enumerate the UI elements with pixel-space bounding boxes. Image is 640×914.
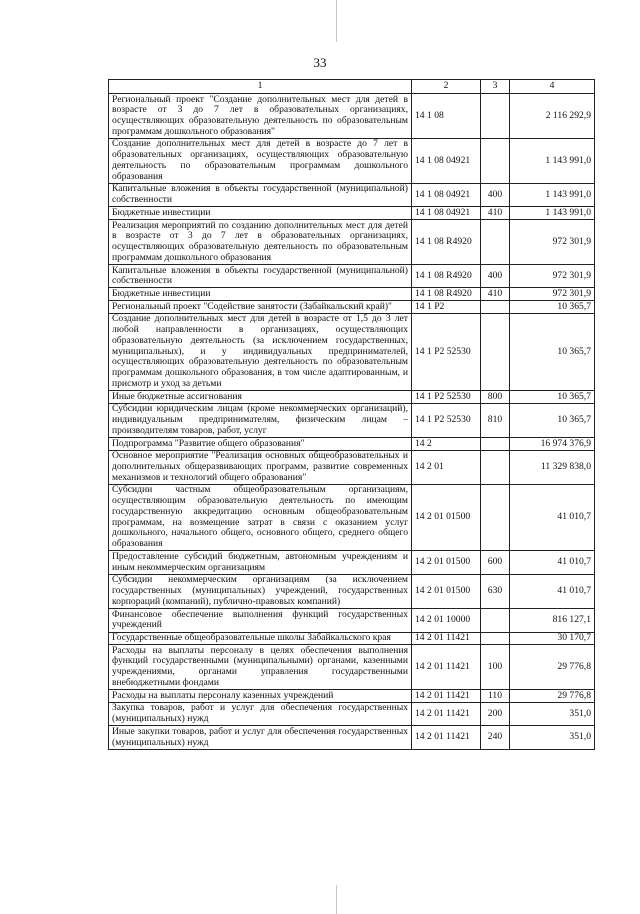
table-row [109, 438, 595, 451]
table-row [109, 391, 595, 404]
row-type-cell: 810 [481, 403, 510, 437]
row-type-cell [481, 438, 510, 451]
row-code-cell: 14 2 [412, 438, 481, 451]
header-row [109, 80, 595, 94]
row-amount-cell: 1 143 991,0 [510, 207, 595, 220]
table-row [109, 207, 595, 220]
row-code-cell: 14 2 01 11421 [412, 690, 481, 703]
row-name-cell: Капитальные вложения в объекты государственной (муниципальной) собственности [109, 265, 412, 288]
row-name-cell: Региональный проект "Содействие занятости (Забайкальский край)" [109, 301, 412, 314]
table-row [109, 574, 595, 608]
header-code: 2 [412, 80, 481, 94]
row-code-cell: 14 2 01 11421 [412, 726, 481, 749]
row-type-cell: 410 [481, 288, 510, 301]
row-name-cell: Закупка товаров, работ и услуг для обеспечения государственных (муниципальных) нужд [109, 702, 412, 725]
row-type-cell: 410 [481, 207, 510, 220]
table-row [109, 645, 595, 690]
row-type-cell [481, 313, 510, 390]
row-amount-cell: 11 329 838,0 [510, 450, 595, 484]
row-name-cell: Бюджетные инвестиции [109, 288, 412, 301]
header-name: 1 [109, 80, 412, 94]
table-row [109, 702, 595, 725]
row-amount-cell: 1 143 991,0 [510, 183, 595, 206]
row-code-cell: 14 1 P2 [412, 301, 481, 314]
row-amount-cell: 972 301,9 [510, 265, 595, 288]
row-amount-cell: 41 010,7 [510, 551, 595, 574]
table-row [109, 138, 595, 183]
row-type-cell: 110 [481, 690, 510, 703]
row-type-cell [481, 220, 510, 265]
row-name-cell: Государственные общеобразовательные школы Забайкальского края [109, 632, 412, 645]
row-amount-cell: 10 365,7 [510, 301, 595, 314]
row-name-cell: Иные бюджетные ассигнования [109, 391, 412, 404]
row-name-cell: Бюджетные инвестиции [109, 207, 412, 220]
row-code-cell: 14 2 01 01500 [412, 574, 481, 608]
table-row [109, 313, 595, 390]
row-name-cell: Региональный проект "Создание дополнительных мест для детей в возрасте от 3 до 7 лет в образовательных организациях, осуществляющих образовательную деятельность по образовательным программам дошкольного образования" [109, 94, 412, 139]
table-row [109, 288, 595, 301]
table-body [109, 94, 595, 750]
table-row [109, 690, 595, 703]
row-name-cell: Субсидии частным общеобразовательным организациям, осуществляющим образовательную деятельность по имеющим государственную аккредитацию основным общеобразовательным программам, на возмещение затрат в связи с оказанием услуг дошкольного, начального общего, основного общего, среднего общего образования [109, 484, 412, 550]
table-row [109, 551, 595, 574]
row-name-cell: Создание дополнительных мест для детей в возрасте до 7 лет в образовательных организациях, осуществляющих образовательную деятельность по образовательным программам дошкольного образования [109, 138, 412, 183]
row-amount-cell: 972 301,9 [510, 288, 595, 301]
row-code-cell: 14 2 01 01500 [412, 551, 481, 574]
row-amount-cell: 972 301,9 [510, 220, 595, 265]
row-name-cell: Субсидии юридическим лицам (кроме некоммерческих организаций), индивидуальным предпринимателям, физическим лицам – производителям товаров, работ, услуг [109, 403, 412, 437]
page-number: 33 [313, 55, 327, 70]
row-code-cell: 14 1 P2 52530 [412, 403, 481, 437]
row-amount-cell: 351,0 [510, 702, 595, 725]
row-type-cell: 630 [481, 574, 510, 608]
row-name-cell: Предоставление субсидий бюджетным, автономным учреждениям и иным некоммерческим организациям [109, 551, 412, 574]
row-amount-cell: 41 010,7 [510, 484, 595, 550]
row-type-cell: 400 [481, 183, 510, 206]
table-row [109, 450, 595, 484]
row-type-cell: 100 [481, 645, 510, 690]
row-code-cell: 14 1 08 R4920 [412, 288, 481, 301]
row-code-cell: 14 1 08 04921 [412, 138, 481, 183]
table-row [109, 609, 595, 632]
scan-fold-line-top [336, 0, 337, 42]
header-amount: 4 [510, 80, 595, 94]
row-amount-cell: 2 116 292,9 [510, 94, 595, 139]
row-code-cell: 14 1 08 04921 [412, 183, 481, 206]
row-amount-cell: 10 365,7 [510, 391, 595, 404]
table-row [109, 265, 595, 288]
row-code-cell: 14 2 01 11421 [412, 632, 481, 645]
row-type-cell: 240 [481, 726, 510, 749]
row-amount-cell: 10 365,7 [510, 403, 595, 437]
row-type-cell [481, 138, 510, 183]
row-amount-cell: 816 127,1 [510, 609, 595, 632]
row-name-cell: Финансовое обеспечение выполнения функций государственных учреждений [109, 609, 412, 632]
row-name-cell: Иные закупки товаров, работ и услуг для обеспечения государственных (муниципальных) нужд [109, 726, 412, 749]
row-amount-cell: 1 143 991,0 [510, 138, 595, 183]
row-amount-cell: 29 776,8 [510, 690, 595, 703]
row-type-cell [481, 632, 510, 645]
row-name-cell: Субсидии некоммерческим организациям (за исключением государственных (муниципальных) учреждений, государственных корпораций (компаний), публично-правовых компаний) [109, 574, 412, 608]
table-row [109, 726, 595, 749]
row-type-cell: 400 [481, 265, 510, 288]
table-row [109, 484, 595, 550]
row-code-cell: 14 1 08 R4920 [412, 220, 481, 265]
row-type-cell: 600 [481, 551, 510, 574]
row-name-cell: Создание дополнительных мест для детей в возрасте от 1,5 до 3 лет любой направленности в организациях, осуществляющих образовательную деятельность (за исключением государственных, муниципальных), и у индивидуальных предпринимателей, осуществляющих образовательную деятельность по образовательным программам дошкольного образования, в том числе адаптированным, и присмотр и уход за детьми [109, 313, 412, 390]
row-type-cell: 800 [481, 391, 510, 404]
row-name-cell: Основное мероприятие "Реализация основных общеобразовательных и дополнительных общеразвивающих программ, развитие современных механизмов и технологий общего образования" [109, 450, 412, 484]
header-type: 3 [481, 80, 510, 94]
row-code-cell: 14 1 P2 52530 [412, 313, 481, 390]
table-row [109, 220, 595, 265]
row-code-cell: 14 1 08 [412, 94, 481, 139]
table-row [109, 301, 595, 314]
table-row [109, 183, 595, 206]
row-amount-cell: 41 010,7 [510, 574, 595, 608]
row-code-cell: 14 2 01 11421 [412, 645, 481, 690]
row-name-cell: Подпрограмма "Развитие общего образования" [109, 438, 412, 451]
row-name-cell: Расходы на выплаты персоналу в целях обеспечения выполнения функций государственными (муниципальными) органами, казенными учреждениями, органами управления государственными внебюджетными фондами [109, 645, 412, 690]
row-name-cell: Капитальные вложения в объекты государственной (муниципальной) собственности [109, 183, 412, 206]
row-type-cell [481, 484, 510, 550]
row-type-cell [481, 609, 510, 632]
row-code-cell: 14 1 08 04921 [412, 207, 481, 220]
row-code-cell: 14 2 01 11421 [412, 702, 481, 725]
row-code-cell: 14 1 P2 52530 [412, 391, 481, 404]
row-code-cell: 14 1 08 R4920 [412, 265, 481, 288]
row-name-cell: Расходы на выплаты персоналу казенных учреждений [109, 690, 412, 703]
row-amount-cell: 16 974 376,9 [510, 438, 595, 451]
row-amount-cell: 30 170,7 [510, 632, 595, 645]
table-row [109, 403, 595, 437]
row-amount-cell: 351,0 [510, 726, 595, 749]
row-name-cell: Реализация мероприятий по созданию дополнительных мест для детей в возрасте от 3 до 7 лет в образовательных организациях, осуществляющих образовательную деятельность по образовательным программам дошкольного образования [109, 220, 412, 265]
row-type-cell [481, 94, 510, 139]
row-type-cell [481, 450, 510, 484]
table-row [109, 94, 595, 139]
row-type-cell [481, 301, 510, 314]
row-amount-cell: 29 776,8 [510, 645, 595, 690]
row-amount-cell: 10 365,7 [510, 313, 595, 390]
table-row [109, 632, 595, 645]
row-code-cell: 14 2 01 [412, 450, 481, 484]
row-code-cell: 14 2 01 01500 [412, 484, 481, 550]
budget-table [108, 79, 595, 750]
row-code-cell: 14 2 01 10000 [412, 609, 481, 632]
scan-fold-line-bottom [336, 885, 337, 914]
row-type-cell: 200 [481, 702, 510, 725]
